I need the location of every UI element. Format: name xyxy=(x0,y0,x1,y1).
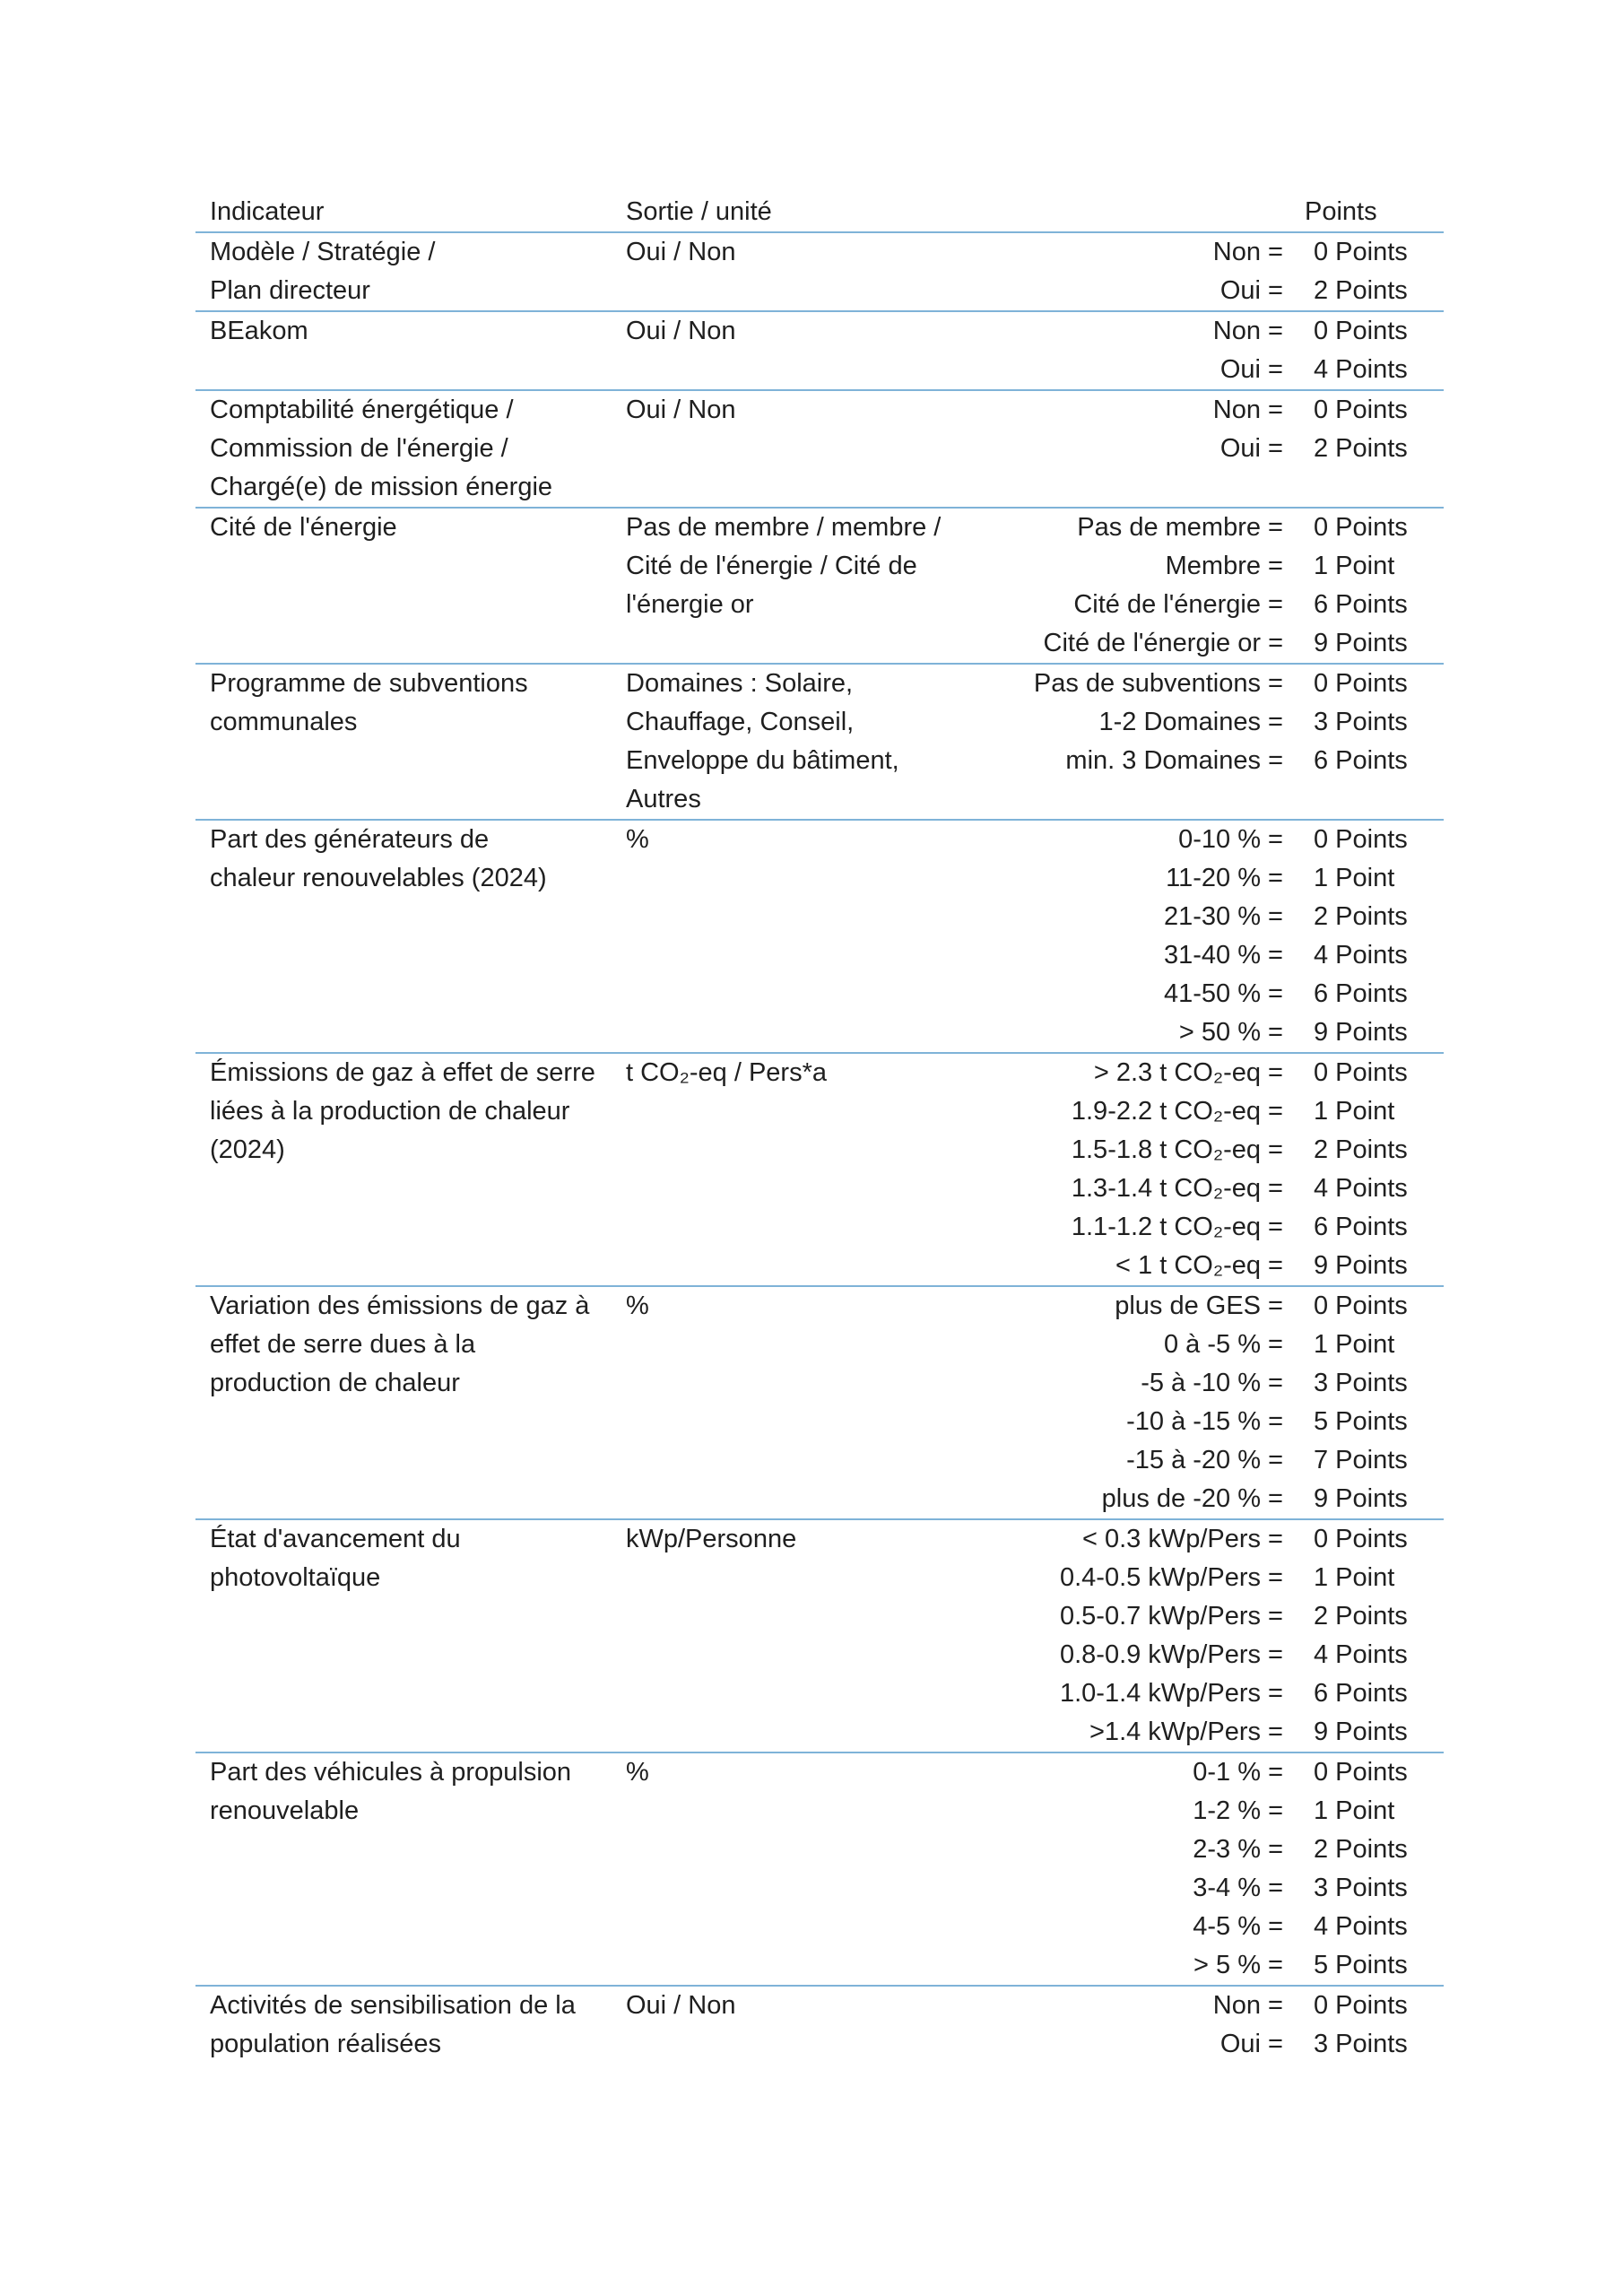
points-line: 0 Points xyxy=(1314,317,1408,345)
threshold-line: Pas de membre = xyxy=(1077,513,1283,542)
output-line: Chauffage, Conseil, xyxy=(626,708,855,736)
output-line: t CO₂-eq / Pers*a xyxy=(626,1058,827,1087)
table-row xyxy=(195,1987,1444,2064)
header-output: Sortie / unité xyxy=(626,197,772,226)
threshold-cell xyxy=(970,665,1283,819)
points-line: 6 Points xyxy=(1314,979,1408,1008)
table-row xyxy=(195,1054,1444,1287)
threshold-line: -15 à -20 % = xyxy=(1126,1446,1283,1474)
table-row xyxy=(195,509,1444,665)
points-line: 0 Points xyxy=(1314,513,1408,542)
threshold-line: -10 à -15 % = xyxy=(1126,1407,1283,1436)
points-line: 4 Points xyxy=(1314,1640,1408,1669)
threshold-cell xyxy=(970,312,1283,389)
output-line: l'énergie or xyxy=(626,590,754,619)
points-line: 6 Points xyxy=(1314,1213,1408,1241)
points-line: 1 Point xyxy=(1314,1097,1395,1126)
points-line: 0 Points xyxy=(1314,669,1408,698)
indicator-line: Modèle / Stratégie / xyxy=(210,238,436,266)
indicator-line: Cité de l'énergie xyxy=(210,513,397,542)
points-line: 9 Points xyxy=(1314,629,1408,657)
output-line: % xyxy=(626,1758,649,1787)
indicator-cell xyxy=(195,665,612,819)
indicator-line: BEakom xyxy=(210,317,308,345)
points-cell xyxy=(1283,1987,1444,2064)
threshold-line: Membre = xyxy=(1165,552,1283,580)
points-line: 7 Points xyxy=(1314,1446,1408,1474)
threshold-line: 1.5-1.8 t CO₂-eq = xyxy=(1071,1135,1283,1164)
indicator-line: Part des générateurs de xyxy=(210,825,490,854)
points-line: 0 Points xyxy=(1314,1058,1408,1087)
points-line: 3 Points xyxy=(1314,2030,1408,2058)
indicator-line: photovoltaïque xyxy=(210,1563,381,1592)
threshold-line: 31-40 % = xyxy=(1163,941,1283,970)
threshold-line: >1.4 kWp/Pers = xyxy=(1089,1718,1283,1746)
threshold-line: 1-2 % = xyxy=(1193,1796,1283,1825)
threshold-line: 1.0-1.4 kWp/Pers = xyxy=(1059,1679,1283,1708)
output-cell xyxy=(612,1987,970,2064)
points-cell xyxy=(1283,1520,1444,1752)
table-row xyxy=(195,391,1444,509)
threshold-line: < 1 t CO₂-eq = xyxy=(1115,1251,1283,1280)
points-line: 4 Points xyxy=(1314,941,1408,970)
points-cell xyxy=(1283,1287,1444,1518)
threshold-cell xyxy=(970,509,1283,663)
points-line: 5 Points xyxy=(1314,1407,1408,1436)
threshold-line: min. 3 Domaines = xyxy=(1065,746,1283,775)
threshold-cell xyxy=(970,1054,1283,1285)
output-cell xyxy=(612,1287,970,1518)
threshold-line: -5 à -10 % = xyxy=(1141,1369,1283,1397)
threshold-line: Oui = xyxy=(1219,355,1283,384)
indicator-line: Commission de l'énergie / xyxy=(210,434,508,463)
indicator-cell xyxy=(195,233,612,310)
indicator-cell xyxy=(195,312,612,389)
output-line: Enveloppe du bâtiment, xyxy=(626,746,899,775)
output-cell xyxy=(612,1753,970,1985)
points-line: 2 Points xyxy=(1314,1835,1408,1864)
table-body xyxy=(195,233,1444,2064)
points-line: 2 Points xyxy=(1314,276,1408,305)
table-row xyxy=(195,1287,1444,1520)
threshold-line: Non = xyxy=(1212,396,1283,424)
points-line: 9 Points xyxy=(1314,1251,1408,1280)
points-line: 3 Points xyxy=(1314,1874,1408,1902)
threshold-line: < 0.3 kWp/Pers = xyxy=(1081,1525,1283,1553)
points-line: 6 Points xyxy=(1314,1679,1408,1708)
indicator-cell xyxy=(195,509,612,663)
points-line: 2 Points xyxy=(1314,1602,1408,1631)
points-line: 6 Points xyxy=(1314,590,1408,619)
points-line: 3 Points xyxy=(1314,708,1408,736)
indicator-cell xyxy=(195,1753,612,1985)
output-line: Oui / Non xyxy=(626,317,736,345)
points-line: 0 Points xyxy=(1314,1525,1408,1553)
threshold-line: > 5 % = xyxy=(1193,1951,1283,1979)
points-line: 3 Points xyxy=(1314,1369,1408,1397)
points-cell xyxy=(1283,1054,1444,1285)
threshold-line: plus de GES = xyxy=(1115,1292,1283,1320)
indicator-line: Part des véhicules à propulsion xyxy=(210,1758,572,1787)
points-line: 1 Point xyxy=(1314,864,1395,892)
table-header-row xyxy=(195,193,1444,233)
points-line: 0 Points xyxy=(1314,1991,1408,2020)
threshold-line: 1.1-1.2 t CO₂-eq = xyxy=(1071,1213,1283,1241)
points-line: 1 Point xyxy=(1314,552,1395,580)
indicator-line: Plan directeur xyxy=(210,276,370,305)
threshold-line: 0 à -5 % = xyxy=(1164,1330,1283,1359)
points-cell xyxy=(1283,821,1444,1052)
indicator-line: production de chaleur xyxy=(210,1369,460,1397)
threshold-line: Non = xyxy=(1212,317,1283,345)
output-cell xyxy=(612,312,970,389)
threshold-line: 3-4 % = xyxy=(1193,1874,1283,1902)
threshold-cell xyxy=(970,1987,1283,2064)
indicator-line: État d'avancement du xyxy=(210,1525,461,1553)
indicator-line: communales xyxy=(210,708,358,736)
threshold-line: 4-5 % = xyxy=(1193,1912,1283,1941)
threshold-cell xyxy=(970,233,1283,310)
indicator-line: (2024) xyxy=(210,1135,285,1164)
threshold-line: 0-10 % = xyxy=(1178,825,1283,854)
points-cell xyxy=(1283,312,1444,389)
threshold-cell xyxy=(970,391,1283,507)
points-line: 6 Points xyxy=(1314,746,1408,775)
indicator-cell xyxy=(195,1287,612,1518)
points-line: 2 Points xyxy=(1314,434,1408,463)
indicator-line: Variation des émissions de gaz à xyxy=(210,1292,590,1320)
output-line: Domaines : Solaire, xyxy=(626,669,854,698)
threshold-line: Non = xyxy=(1212,1991,1283,2020)
indicator-line: Chargé(e) de mission énergie xyxy=(210,473,553,501)
threshold-line: Oui = xyxy=(1219,434,1283,463)
table-row xyxy=(195,233,1444,312)
header-points: Points xyxy=(1305,197,1377,226)
output-line: Oui / Non xyxy=(626,396,736,424)
threshold-line: Cité de l'énergie or = xyxy=(1043,629,1283,657)
output-line: % xyxy=(626,825,649,854)
points-cell xyxy=(1283,233,1444,310)
indicator-line: Programme de subventions xyxy=(210,669,528,698)
threshold-line: 1.9-2.2 t CO₂-eq = xyxy=(1071,1097,1283,1126)
threshold-line: 2-3 % = xyxy=(1193,1835,1283,1864)
indicator-line: effet de serre dues à la xyxy=(210,1330,476,1359)
threshold-line: 1.3-1.4 t CO₂-eq = xyxy=(1071,1174,1283,1203)
points-line: 0 Points xyxy=(1314,825,1408,854)
indicator-line: Activités de sensibilisation de la xyxy=(210,1991,576,2020)
indicator-cell xyxy=(195,1987,612,2064)
points-line: 9 Points xyxy=(1314,1484,1408,1513)
points-line: 4 Points xyxy=(1314,355,1408,384)
threshold-line: 0.4-0.5 kWp/Pers = xyxy=(1059,1563,1283,1592)
threshold-line: > 2.3 t CO₂-eq = xyxy=(1093,1058,1283,1087)
table-row xyxy=(195,821,1444,1054)
threshold-line: Cité de l'énergie = xyxy=(1073,590,1283,619)
output-cell xyxy=(612,1054,970,1285)
indicator-line: renouvelable xyxy=(210,1796,360,1825)
points-line: 0 Points xyxy=(1314,1758,1408,1787)
output-line: Autres xyxy=(626,785,701,813)
points-line: 1 Point xyxy=(1314,1563,1395,1592)
points-line: 0 Points xyxy=(1314,1292,1408,1320)
threshold-line: Pas de subventions = xyxy=(1033,669,1283,698)
table-row xyxy=(195,312,1444,391)
output-line: Pas de membre / membre / xyxy=(626,513,942,542)
indicator-line: Comptabilité énergétique / xyxy=(210,396,514,424)
output-line: Cité de l'énergie / Cité de xyxy=(626,552,917,580)
output-line: % xyxy=(626,1292,649,1320)
output-cell xyxy=(612,233,970,310)
points-line: 1 Point xyxy=(1314,1330,1395,1359)
threshold-cell xyxy=(970,821,1283,1052)
threshold-line: 41-50 % = xyxy=(1163,979,1283,1008)
indicator-line: population réalisées xyxy=(210,2030,441,2058)
points-cell xyxy=(1283,1753,1444,1985)
output-cell xyxy=(612,665,970,819)
threshold-line: Non = xyxy=(1212,238,1283,266)
threshold-line: 11-20 % = xyxy=(1166,864,1283,892)
threshold-line: > 50 % = xyxy=(1178,1018,1283,1047)
output-line: Oui / Non xyxy=(626,238,736,266)
indicator-table xyxy=(195,193,1444,2064)
indicator-cell xyxy=(195,391,612,507)
indicator-cell xyxy=(195,1520,612,1752)
indicator-line: chaleur renouvelables (2024) xyxy=(210,864,547,892)
threshold-line: 21-30 % = xyxy=(1163,902,1283,931)
output-cell xyxy=(612,1520,970,1752)
points-line: 2 Points xyxy=(1314,902,1408,931)
points-line: 5 Points xyxy=(1314,1951,1408,1979)
threshold-line: Oui = xyxy=(1219,2030,1283,2058)
indicator-cell xyxy=(195,1054,612,1285)
threshold-line: 0-1 % = xyxy=(1193,1758,1283,1787)
table-row xyxy=(195,1520,1444,1753)
header-indicator: Indicateur xyxy=(210,197,325,226)
points-line: 0 Points xyxy=(1314,238,1408,266)
output-cell xyxy=(612,821,970,1052)
threshold-cell xyxy=(970,1287,1283,1518)
output-line: Oui / Non xyxy=(626,1991,736,2020)
threshold-line: Oui = xyxy=(1219,276,1283,305)
points-line: 1 Point xyxy=(1314,1796,1395,1825)
points-line: 9 Points xyxy=(1314,1018,1408,1047)
table-row xyxy=(195,665,1444,821)
header-threshold xyxy=(970,193,1283,231)
threshold-cell xyxy=(970,1753,1283,1985)
points-line: 2 Points xyxy=(1314,1135,1408,1164)
threshold-line: plus de -20 % = xyxy=(1101,1484,1283,1513)
threshold-line: 0.5-0.7 kWp/Pers = xyxy=(1059,1602,1283,1631)
output-line: kWp/Personne xyxy=(626,1525,797,1553)
output-cell xyxy=(612,391,970,507)
threshold-cell xyxy=(970,1520,1283,1752)
points-line: 9 Points xyxy=(1314,1718,1408,1746)
indicator-line: liées à la production de chaleur xyxy=(210,1097,570,1126)
points-cell xyxy=(1283,391,1444,507)
table-row xyxy=(195,1753,1444,1987)
points-line: 4 Points xyxy=(1314,1174,1408,1203)
threshold-line: 1-2 Domaines = xyxy=(1098,708,1283,736)
threshold-line: 0.8-0.9 kWp/Pers = xyxy=(1059,1640,1283,1669)
indicator-line: Émissions de gaz à effet de serre xyxy=(210,1058,595,1087)
points-line: 4 Points xyxy=(1314,1912,1408,1941)
points-cell xyxy=(1283,665,1444,819)
points-cell xyxy=(1283,509,1444,663)
output-cell xyxy=(612,509,970,663)
points-line: 0 Points xyxy=(1314,396,1408,424)
indicator-cell xyxy=(195,821,612,1052)
